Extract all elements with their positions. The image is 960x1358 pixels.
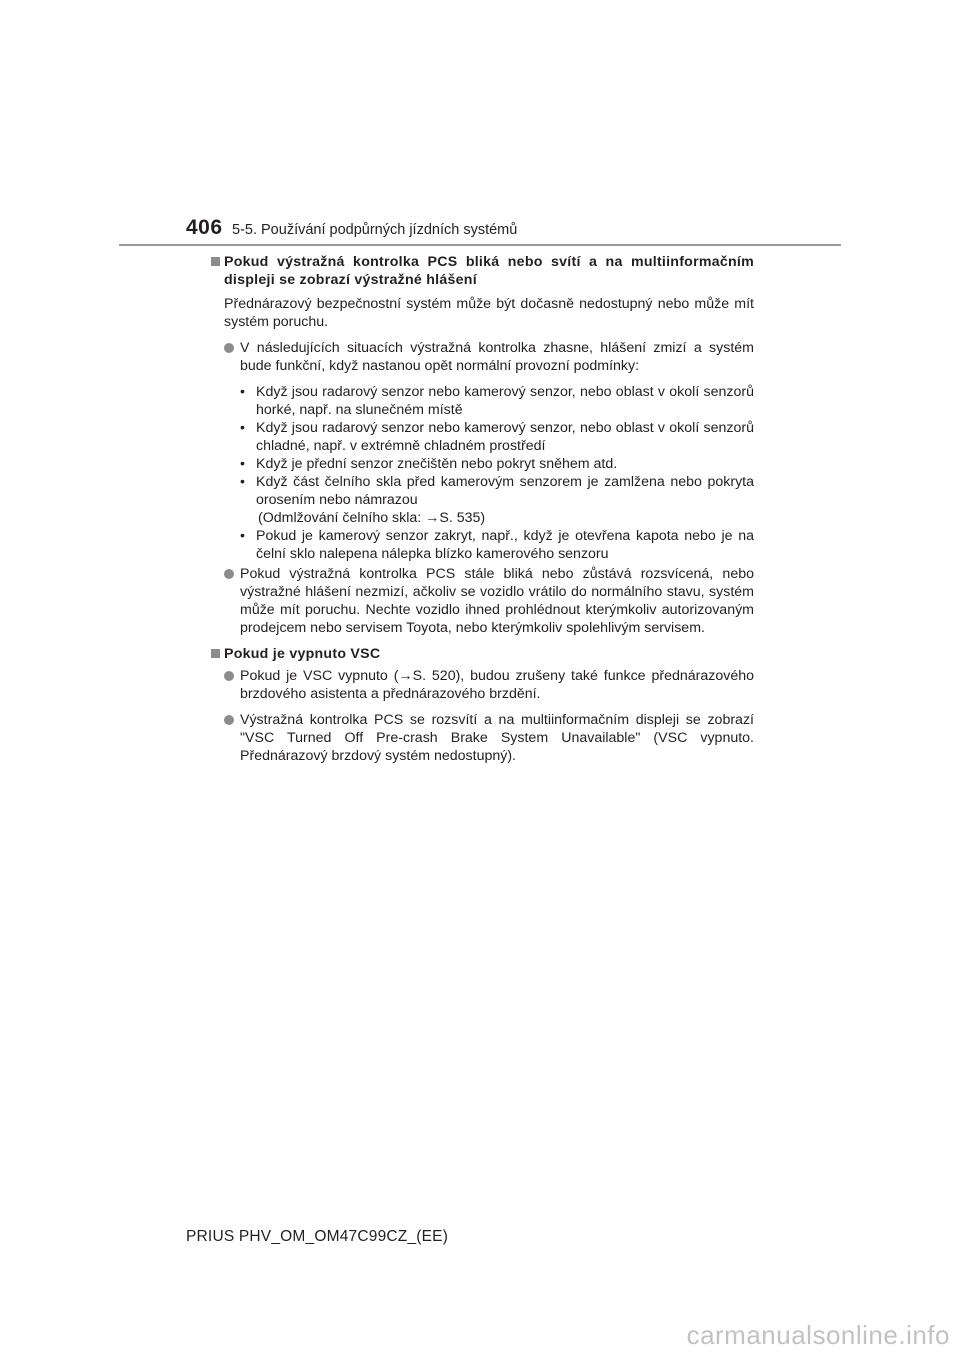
header-rule: [119, 244, 841, 246]
bullet-item: [208, 711, 754, 765]
bullet-text: Pokud je VSC vypnuto (→S. 520), budou zrušeny také funkce přednárazového brzdového asistenta a přednárazového brzdění.: [240, 668, 754, 702]
section-heading-text: Pokud výstražná kontrolka PCS bliká nebo svítí a na multiinformačním displeji se zobrazí výstražné hlášení: [224, 254, 754, 288]
cross-reference-note: (Odmlžování čelního skla: →S. 535): [258, 510, 486, 526]
sub-list-item: [208, 419, 754, 455]
watermark: carmanualsonline.info: [686, 1320, 950, 1350]
bullet-item: [208, 667, 754, 703]
bullet-item: [208, 339, 754, 375]
sub-list-text: Když je přední senzor znečištěn nebo pokryt sněhem atd.: [256, 456, 618, 472]
circle-bullet-icon: [224, 343, 234, 353]
sub-list-item: [208, 455, 754, 473]
bullet-text: Pokud výstražná kontrolka PCS stále bliká nebo zůstává rozsvícená, nebo výstražné hlášení nezmizí, ačkoliv se vozidlo vrátilo do normálního stavu, systém může mít poruchu. Nechte vozidlo ihned prohlédnout kterýmkoliv autorizovaným prodejcem nebo servisem Toyota, nebo kterýmkoliv spolehlivým servisem.: [240, 566, 754, 636]
section-heading: [208, 645, 754, 663]
document-code: PRIUS PHV_OM_OM47C99CZ_(EE): [186, 1228, 449, 1245]
circle-bullet-icon: [224, 715, 234, 725]
section-title: 5-5. Používání podpůrných jízdních systémů: [232, 222, 518, 238]
dot-icon: •: [240, 384, 245, 400]
sub-list-text: Když část čelního skla před kamerovým senzorem je zamlžena nebo pokryta orosením nebo námrazou: [256, 474, 754, 508]
bullet-text: V následujících situacích výstražná kontrolka zhasne, hlášení zmizí a systém bude funkční, když nastanou opět normální provozní podmínky:: [240, 340, 754, 374]
section-intro: Přednárazový bezpečnostní systém může být dočasně nedostupný nebo může mít systém poruchu.: [224, 296, 754, 330]
page-number: 406: [186, 216, 223, 239]
dot-icon: •: [240, 420, 245, 436]
section-heading-text: Pokud je vypnuto VSC: [224, 646, 381, 662]
sub-list-text: Když jsou radarový senzor nebo kamerový senzor, nebo oblast v okolí senzorů chladné, např. v extrémně chladném prostředí: [256, 420, 754, 454]
sub-list-text: Když jsou radarový senzor nebo kamerový senzor, nebo oblast v okolí senzorů horké, např. na slunečném místě: [256, 384, 754, 418]
dot-icon: •: [240, 528, 245, 544]
square-bullet-icon: [211, 649, 220, 658]
sub-list-item: [208, 527, 754, 563]
bullet-text: Výstražná kontrolka PCS se rozsvítí a na multiinformačním displeji se zobrazí "VSC Turned Off Pre-crash Brake System Unavailable" (VSC vypnuto. Přednárazový brzdový systém nedostupný).: [240, 712, 754, 764]
dot-icon: •: [240, 456, 245, 472]
square-bullet-icon: [211, 257, 220, 266]
bullet-item: [208, 565, 754, 637]
circle-bullet-icon: [224, 671, 234, 681]
page-content: [208, 253, 754, 773]
sub-list: [208, 383, 754, 563]
dot-icon: •: [240, 474, 245, 490]
section-heading: [208, 253, 754, 289]
sub-list-item: [208, 383, 754, 419]
sub-list-item: [208, 473, 754, 509]
sub-list-text: Pokud je kamerový senzor zakryt, např., když je otevřena kapota nebo je na čelní sklo nalepena nálepka blízko kamerového senzoru: [256, 528, 754, 562]
circle-bullet-icon: [224, 569, 234, 579]
